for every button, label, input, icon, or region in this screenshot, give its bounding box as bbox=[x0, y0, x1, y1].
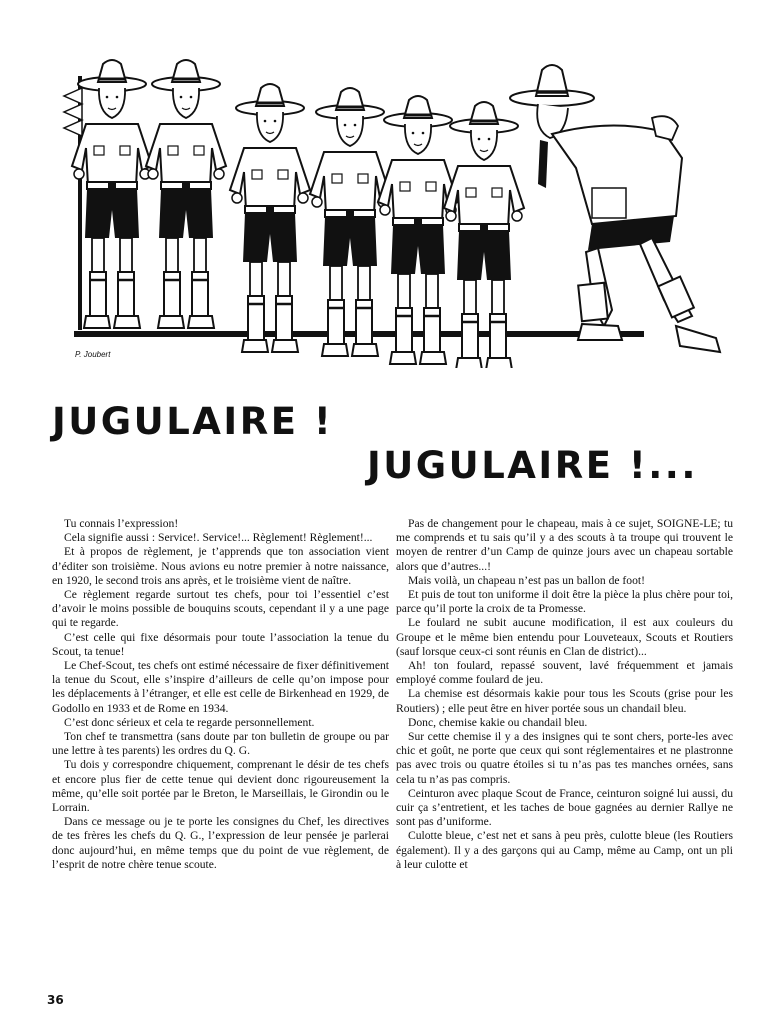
paragraph: Ceinturon avec plaque Scout de France, ceinturon soigné lui aussi, du cuir ça s’entretient, et les taches de boue gagnées au dernier Rallye ne sont pas d’uniforme. bbox=[396, 786, 733, 829]
paragraph: Ce règlement regarde surtout tes chefs, pour toi l’essentiel c’est d’avoir le moins possible de bouquins scouts, cependant il y a une page qui te regarde. bbox=[52, 588, 389, 630]
paragraph: Donc, chemise kakie ou chandail bleu. bbox=[408, 715, 588, 729]
title-line-2: JUGULAIRE !... bbox=[367, 444, 698, 487]
paragraph: Pas de changement pour le chapeau, mais à ce sujet, SOIGNE-LE; tu me comprends et tu sais qu’il y a des scouts à ta troupe qui trouvent le moyen de rentrer d’un Camp de quinze jours avec un chapeau sortable alors que d’autres...! bbox=[396, 517, 733, 573]
paragraph: Ton chef te transmettra (sans doute par ton bulletin de groupe ou par une lettre à tes parents) les ordres du Q. G. bbox=[52, 730, 389, 758]
pennant bbox=[64, 88, 82, 136]
chief-figure bbox=[510, 65, 720, 352]
paragraph: Culotte bleue, c’est net et sans à peu près, culotte bleue (les Routiers également). Il y a des garçons qui au Camp, même au Camp, ont un pli à leur culotte et bbox=[396, 829, 733, 871]
paragraph: Le foulard ne subit aucune modification, il est aux couleurs du Groupe et le même bien entendu pour Louveteaux, Scouts et Routiers (sauf lorsque ceux-ci sont réunis en Clan de district)... bbox=[396, 616, 733, 658]
article-right-column bbox=[396, 517, 733, 872]
paragraph: Cela signifie aussi : Service!. Service!... Règlement! Règlement!... bbox=[64, 531, 373, 545]
paragraph: Tu dois y correspondre chiquement, comprenant le désir de tes chefs et encore plus fier de cette tenue qui devient donc rigoureusement la même, qu’elle soit portée par le Breton, le Marseillais, le Girondin ou le Lorrain. bbox=[52, 758, 389, 815]
scouts-drawing bbox=[52, 48, 742, 368]
paragraph: Le Chef-Scout, tes chefs ont estimé nécessaire de fixer définitivement la tenue du Scout, elle s’inspire d’ailleurs de celle qu’on impose pour les déplacements à l’étranger, et elle est celle de Birkenhead en 1929, de Godollo en 1933 et de Rome en 1934. bbox=[52, 659, 389, 715]
paragraph: Et à propos de règlement, je t’apprends que ton association vient d’éditer son troisième. Nous avions eu notre premier à notre naissance, en 1920, le second trois ans après, et le troisième vient de naître. bbox=[52, 545, 389, 587]
article-left-column bbox=[52, 517, 389, 872]
paragraph: Et puis de tout ton uniforme il doit être la pièce la plus chère pour toi, parce qu’il porte la croix de ta Promesse. bbox=[396, 588, 733, 616]
paragraph: C’est donc sérieux et cela te regarde personnellement. bbox=[64, 715, 315, 729]
page-number: 36 bbox=[47, 993, 64, 1007]
title-line-1: JUGULAIRE ! bbox=[52, 400, 334, 443]
paragraph: Tu connais l’expression! bbox=[64, 517, 179, 530]
paragraph: Dans ce message ou je te porte les consignes du Chef, les directives de tes frères les chefs du Q. G., l’expression de leur pensée je parlerai donc aujourd’hui, en même temps que du point de vue règlement, de l’esprit de notre chère tenue scoute. bbox=[52, 815, 389, 871]
illustrator-signature: P. Joubert bbox=[75, 350, 111, 359]
paragraph: Mais voilà, un chapeau n’est pas un ballon de foot! bbox=[408, 573, 645, 587]
paragraph: Sur cette chemise il y a des insignes qui te sont chers, porte-les avec chic et goût, ne porte que ceux qui sont réglementaires et ne plastronne pas avec trois ou quatre étoiles si tu n’as pas tes manches ornées, sans cela tu n’as pas compris. bbox=[396, 730, 733, 786]
scouts-illustration bbox=[52, 48, 742, 368]
paragraph: C’est celle qui fixe désormais pour toute l’association la tenue du Scout, ta tenue! bbox=[52, 630, 389, 658]
paragraph: La chemise est désormais kakie pour tous les Scouts (grise pour les Routiers) ; elle peut être en hiver portée sous un chandail bleu. bbox=[396, 687, 733, 715]
paragraph: Ah! ton foulard, repassé souvent, lavé fréquemment et jamais employé comme foulard de jeu. bbox=[396, 659, 733, 687]
